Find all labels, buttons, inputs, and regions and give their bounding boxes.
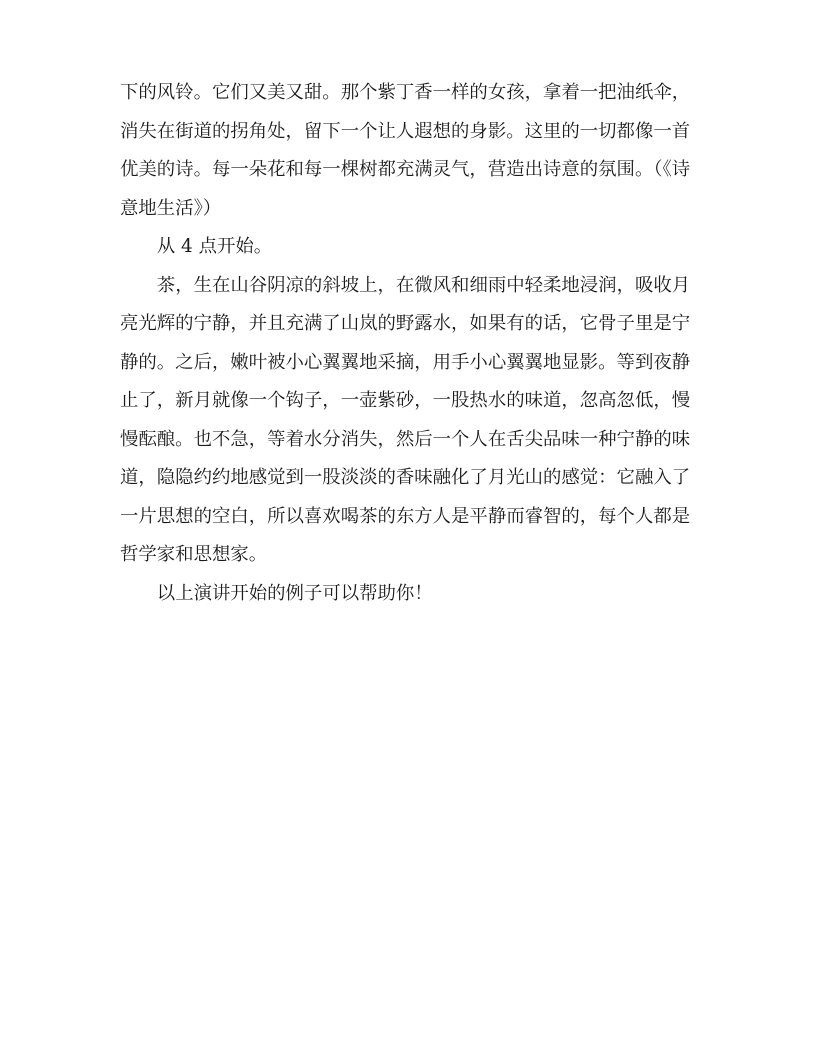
text-line: 从 4 点开始。 bbox=[156, 236, 273, 257]
paragraph-poetic-life bbox=[120, 74, 697, 228]
text-line: 哲学家和思想家。 bbox=[120, 544, 268, 565]
paragraph-tea bbox=[120, 267, 697, 575]
text-line: 优美的诗。每一朵花和每一棵树都充满灵气，营造出诗意的氛围。（《诗 bbox=[120, 159, 691, 180]
text-line: 茶，生在山谷阴凉的斜坡上，在微风和细雨中轻柔地浸润，吸收月 bbox=[156, 274, 691, 296]
paragraph-start-from-four bbox=[120, 228, 697, 267]
paragraph-closing bbox=[120, 575, 697, 614]
text-line: 慢酝酿。也不急，等着水分消失，然后一个人在舌尖品味一种宁静的味 bbox=[120, 428, 691, 450]
text-line: 消失在街道的拐角处，留下一个让人遐想的身影。这里的一切都像一首 bbox=[120, 120, 691, 142]
document-body bbox=[120, 74, 697, 613]
text-line: 道，隐隐约约地感觉到一股淡淡的香味融化了月光山的感觉：它融入了 bbox=[120, 467, 691, 488]
text-line: 止了，新月就像一个钩子，一壶紫砂，一股热水的味道，忽高忽低，慢 bbox=[120, 390, 691, 411]
text-line: 以上演讲开始的例子可以帮助你！ bbox=[156, 582, 433, 604]
text-line: 一片思想的空白，所以喜欢喝茶的东方人是平静而睿智的，每个人都是 bbox=[120, 505, 691, 527]
text-line: 静的。之后，嫩叶被小心翼翼地采摘，用手小心翼翼地显影。等到夜静 bbox=[120, 351, 691, 373]
text-line: 下的风铃。它们又美又甜。那个紫丁香一样的女孩，拿着一把油纸伞， bbox=[120, 82, 691, 103]
text-line: 意地生活》） bbox=[120, 197, 222, 219]
text-line: 亮光辉的宁静，并且充满了山岚的野露水，如果有的话，它骨子里是宁 bbox=[120, 313, 691, 334]
